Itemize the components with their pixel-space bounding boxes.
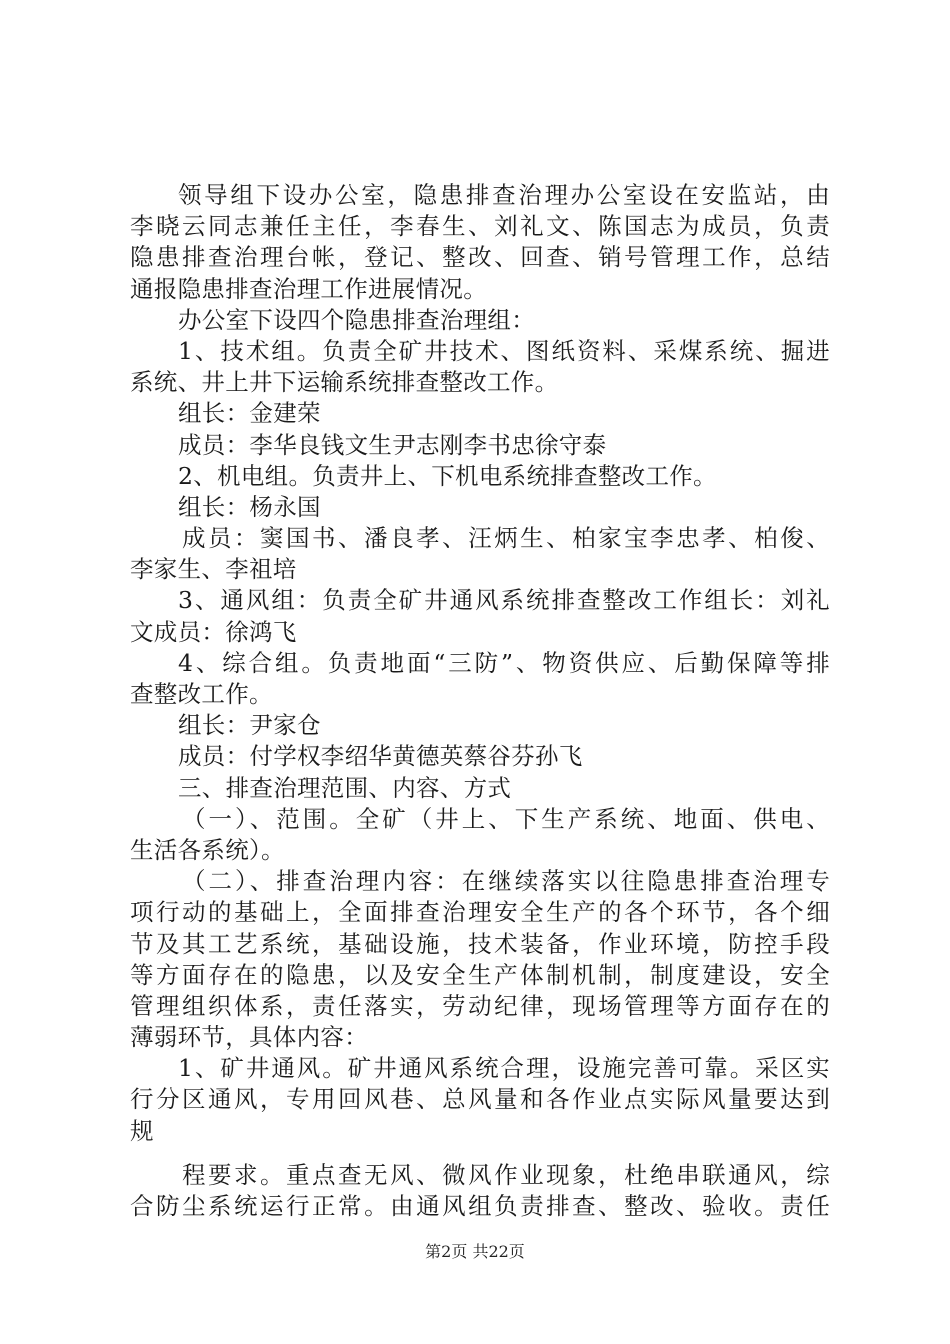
paragraph-line: 组长：杨永国 — [178, 492, 321, 521]
paragraph-line: 李晓云同志兼任主任，李春生、刘礼文、陈国志为成员，负责 — [130, 212, 830, 241]
paragraph-line: 项行动的基础上，全面排查治理安全生产的各个环节，各个细 — [130, 898, 830, 927]
paragraph-line: 3、通风组：负责全矿井通风系统排查整改工作组长：刘礼 — [178, 586, 830, 615]
paragraph-line: 通报隐患排查治理工作进展情况。 — [130, 274, 487, 303]
paragraph-gap — [130, 1147, 830, 1160]
paragraph-line: 办公室下设四个隐患排查治理组： — [178, 305, 535, 334]
paragraph-line: 管理组织体系，责任落实，劳动纪律，现场管理等方面存在的 — [130, 991, 830, 1020]
paragraph-line: 组长：金建荣 — [178, 399, 321, 428]
paragraph-line: 生活各系统）。 — [130, 835, 285, 864]
paragraph-line: 4、综合组。负责地面“三防”、物资供应、后勤保障等排 — [178, 648, 830, 677]
paragraph-line: 等方面存在的隐患，以及安全生产体制机制，制度建设，安全 — [130, 960, 830, 989]
page-footer: 第2页 共22页 — [425, 1242, 525, 1261]
paragraph-line: 查整改工作。 — [130, 680, 273, 708]
paragraph-line: 1、矿井通风。矿井通风系统合理，设施完善可靠。采区实 — [178, 1054, 830, 1083]
section-heading: 三、排查治理范围、内容、方式 — [178, 773, 512, 802]
paragraph-line: 行分区通风，专用回风巷、总风量和各作业点实际风量要达到 — [130, 1085, 830, 1114]
paragraph-line: 2、机电组。负责井上、下机电系统排查整改工作。 — [178, 461, 717, 490]
paragraph-line: 领导组下设办公室，隐患排查治理办公室设在安监站，由 — [178, 181, 830, 209]
paragraph-line: 组长：尹家仓 — [178, 711, 321, 740]
paragraph-line: 薄弱环节，具体内容： — [130, 1023, 368, 1052]
paragraph-line: 文成员：徐鸿飞 — [130, 617, 297, 646]
paragraph-line: （二）、排查治理内容：在继续落实以往隐患排查治理专 — [182, 867, 830, 896]
paragraph-line: 合防尘系统运行正常。由通风组负责排查、整改、验收。责任 — [130, 1192, 830, 1220]
paragraph-line: 成员：李华良钱文生尹志刚李书忠徐守泰 — [178, 430, 607, 459]
paragraph-line: 李家生、李祖培 — [130, 555, 297, 584]
paragraph-line: 系统、井上井下运输系统排查整改工作。 — [130, 368, 559, 397]
document-body — [130, 180, 830, 1222]
paragraph-line: （一）、范围。全矿（井上、下生产系统、地面、供电、 — [182, 804, 830, 833]
paragraph-line: 成员：付学权李绍华黄德英蔡谷芬孙飞 — [178, 742, 583, 771]
paragraph-line: 程要求。重点查无风、微风作业现象，杜绝串联通风，综 — [182, 1160, 830, 1189]
paragraph-line: 隐患排查治理台帐，登记、整改、回查、销号管理工作，总结 — [130, 243, 830, 272]
paragraph-line: 规 — [130, 1116, 154, 1145]
paragraph-line: 成员：窦国书、潘良孝、汪炳生、柏家宝李忠孝、柏俊、 — [182, 524, 830, 553]
paragraph-line: 节及其工艺系统，基础设施，技术装备，作业环境，防控手段 — [130, 929, 830, 958]
paragraph-line: 1、技术组。负责全矿井技术、图纸资料、采煤系统、掘进 — [178, 336, 830, 365]
